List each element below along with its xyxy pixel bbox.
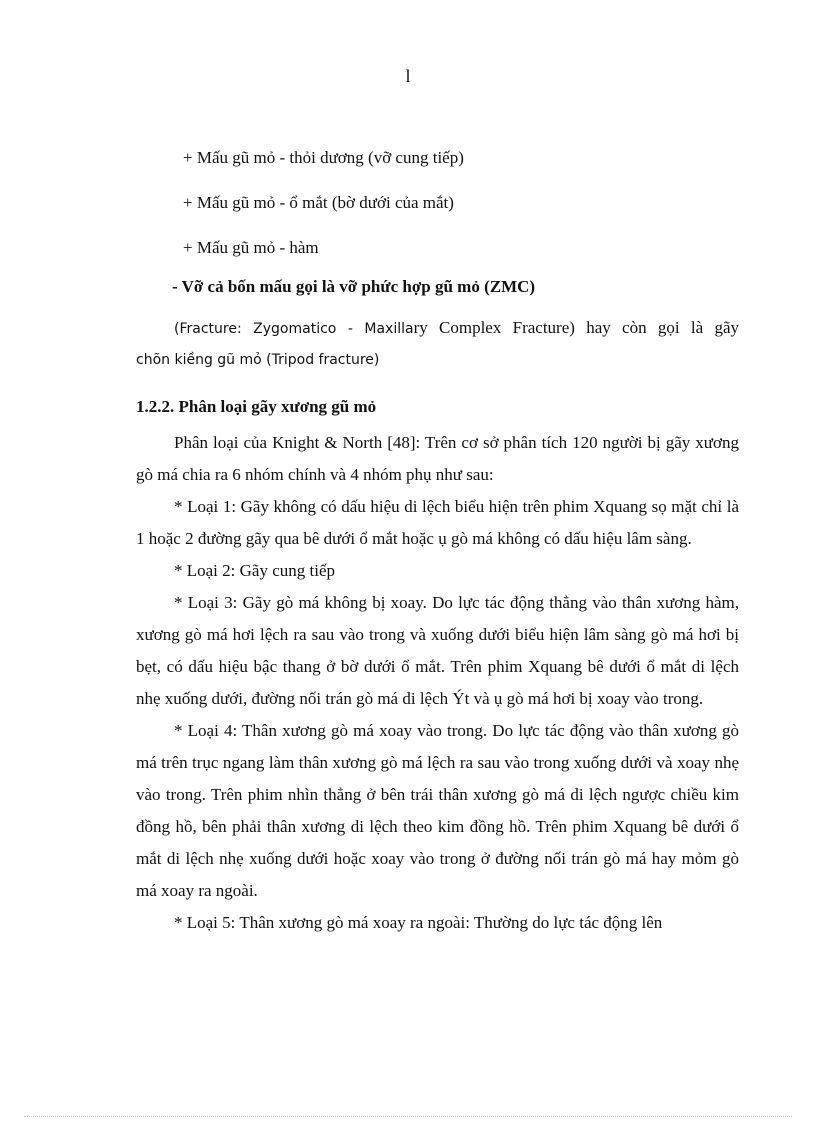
page-number: l [405, 66, 411, 86]
paragraph: Phân loại của Knight & North [48]: Trên cơ sở phân tích 120 người bị gãy xương gò má chia ra 6 nhóm chính và 4 nhóm phụ như sau: [136, 433, 739, 484]
paragraph: * Loại 1: Gãy không có dấu hiệu di lệch biểu hiện trên phim Xquang sọ mặt chỉ là 1 hoặc 2 đường gãy qua bê dưới ổ mắt hoặc ụ gò má không có dấu hiệu lâm sàng. [136, 497, 739, 548]
bullet-item: + Mấu gũ mỏ - ổ mắt (bờ dưới của mắt) [183, 193, 454, 212]
bullet-item: + Mấu gũ mỏ - hàm [183, 238, 319, 257]
paragraph: * Loại 3: Gãy gò má không bị xoay. Do lực tác động thẳng vào thân xương hàm, xương gò má hơi lệch ra sau vào trong và xuống dưới biểu hiện lâm sàng gò má hơi bị bẹt, có dấu hiệu bậc thang ở bờ dưới ổ mắt. Trên phim Xquang bê dưới ổ mắt di lệch nhẹ xuống dưới, đường nối trán gò má di lệch Ýt và ụ gò má hơi bị xoay vào trong. [136, 593, 739, 708]
bullet-item: + Mấu gũ mỏ - thỏi dương (vỡ cung tiếp) [183, 148, 464, 167]
body-text [136, 427, 739, 939]
paragraph: * Loại 4: Thân xương gò má xoay vào trong. Do lực tác động vào thân xương gò má trên trục ngang làm thân xương gò má lệch ra sau vào trong xuống dưới và xoay nhẹ vào trong. Trên phim nhìn thẳng ở bên trái thân xương gò má di lệch ngược chiều kim đồng hồ, bên phải thân xương di lệch theo kim đồng hồ. Trên phim Xquang bê dưới ổ mắt di lệch nhẹ xuống dưới hoặc xoay vào trong ở đường nối trán gò má hay mỏm gò má xoay ra ngoài. [136, 721, 739, 900]
bold-summary-line: - Vỡ cả bốn mấu gọi là vỡ phức hợp gũ mỏ (ZMC) [172, 277, 536, 296]
fracture-line-part-a: (Fracture: Zygomatico - Maxilla [174, 321, 414, 337]
page-bottom-rule [24, 1116, 792, 1117]
paragraph: * Loại 5: Thân xương gò má xoay ra ngoài: Thường do lực tác động lên [174, 913, 663, 932]
paragraph: * Loại 2: Gãy cung tiếp [174, 561, 335, 580]
fracture-line [136, 318, 739, 338]
section-heading: 1.2.2. Phân loại gãy xương gũ mỏ [136, 397, 377, 416]
fracture-line-2: chõn kiềng gũ mỏ (Tripod fracture) [136, 352, 380, 368]
fracture-line-part-b: ry Complex Fracture) hay còn gọi là gãy [413, 318, 739, 337]
